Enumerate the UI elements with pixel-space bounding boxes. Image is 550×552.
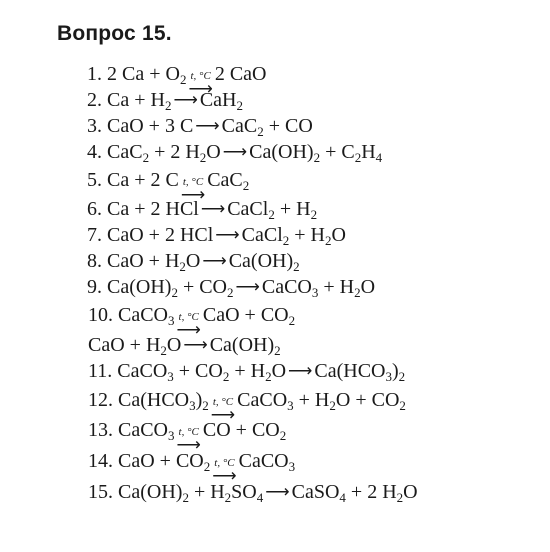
equation-text: CaCO [238,450,289,472]
equation-line [87,140,382,164]
subscript: 2 [199,150,207,165]
subscript: 2 [202,398,209,413]
equation-text: CaCl [227,198,269,220]
equation-text: + CO [263,115,313,137]
equation-text: 3. CaO + 3 C [87,115,194,137]
reaction-arrow-icon: ⟶ [183,335,208,354]
subscript: 2 [293,259,300,274]
subscript: 2 [227,285,234,300]
equation-text: O + CO [335,389,400,411]
subscript: 4 [256,490,264,505]
reaction-arrow-icon: ⟶ [222,142,248,161]
equation-text: 4. CaC [87,141,143,163]
subscript: 3 [168,313,175,328]
reaction-arrow-icon: ⟶ [215,225,240,244]
equation-text: CaSO [291,481,340,503]
subscript: 2 [354,285,361,300]
equation-line [87,88,243,112]
equation-text: 5. Ca + 2 C [87,169,179,191]
equation-text: 11. CaCO [88,360,168,382]
reaction-arrow-icon: ⟶ [188,79,213,98]
subscript: 2 [313,150,321,165]
equation-text: + H [293,389,330,411]
subscript: 2 [182,490,189,505]
equation-line [87,249,300,273]
equation-text: 8. CaO + H [87,250,180,272]
equation-text: O [331,224,346,246]
subscript: 2 [203,459,211,474]
reaction-arrow-icon: ⟶ [200,199,226,218]
equation-line [88,418,286,452]
equation-text: CaO + CO [202,304,289,326]
subscript: 3 [311,285,319,300]
equation-line [87,275,375,299]
temperature-condition-label: t, °C [182,176,204,188]
equation-text: O [403,481,418,503]
subscript: 2 [242,178,250,193]
equation-text: H [361,141,376,163]
equation-text: + CO [177,276,227,298]
equation-text: + CO [173,360,223,382]
subscript: 4 [339,490,346,505]
equation-text: + H [274,198,311,220]
equation-text: 2 CaO [214,63,267,85]
equation-line [88,449,295,483]
subscript: 2 [224,490,232,505]
equation-line [88,480,418,504]
reaction-arrow-icon: ⟶ [176,435,201,454]
reaction-arrow-icon: ⟶ [210,405,236,424]
equation-text: + 2 H [149,141,200,163]
temperature-condition-label: t, °C [214,457,235,469]
equation-text: Ca(HCO [314,360,386,382]
equation-text: 10. CaCO [88,304,168,326]
equation-text: 2. Ca + H [87,89,165,111]
equation-line [88,333,281,357]
subscript: 2 [222,369,230,384]
subscript: 2 [268,207,275,222]
equation-text: CaO + H [88,334,161,356]
subscript: 3 [189,398,196,413]
equation-text: 9. Ca(OH) [87,276,172,298]
reaction-arrow-icon: ⟶ [202,251,227,270]
subscript: 2 [274,343,281,358]
temperature-condition-label: t, °C [178,426,199,438]
subscript: 2 [164,98,172,113]
equation-text: + H [229,360,266,382]
equation-text: O [360,276,376,298]
equation-text: + H [188,481,225,503]
subscript: 2 [179,72,187,87]
subscript: 2 [310,207,318,222]
reaction-arrow-icon: ⟶ [180,185,206,204]
subscript: 2 [282,233,290,248]
question-heading: Вопрос 15. [57,22,172,45]
subscript: 2 [279,428,287,443]
equation-text: O [271,360,287,382]
subscript: 2 [179,259,186,274]
reaction-arrow-icon: ⟶ [235,277,260,296]
equation-line [87,223,346,247]
subscript: 2 [257,124,264,139]
equation-text: ) [392,360,399,382]
reaction-arrow-icon: ⟶ [176,320,201,339]
equation-text: SO [231,481,257,503]
equation-text: O [206,141,221,163]
equation-text: + C [320,141,355,163]
equation-line [88,303,295,337]
equation-text: 13. CaCO [88,419,168,441]
equation-text: 14. CaO + CO [88,450,204,472]
temperature-condition-label: t, °C [178,311,199,323]
subscript: 2 [329,398,336,413]
reaction-arrow-icon: ⟶ [288,361,313,380]
subscript: 2 [171,285,178,300]
subscript: 2 [354,150,362,165]
equation-text: 7. CaO + 2 HCl [87,224,214,246]
equation-text: O [185,250,201,272]
subscript: 2 [396,490,404,505]
equation-text: ) [195,389,203,411]
subscript: 2 [325,233,332,248]
subscript: 3 [288,459,296,474]
equation-text: 12. Ca(HCO [88,389,190,411]
equation-text: + 2 H [345,481,397,503]
reaction-arrow-icon: ⟶ [265,482,290,501]
equation-text: CO + CO [202,419,280,441]
equation-text: Ca(OH) [228,250,294,272]
equation-text: + H [318,276,355,298]
temperature-condition-label: t, °C [190,70,211,82]
subscript: 4 [375,150,383,165]
subscript: 2 [399,398,406,413]
subscript: 2 [142,150,150,165]
subscript: 3 [167,369,174,384]
equation-text: CaCO [261,276,312,298]
equation-text: 15. Ca(OH) [88,481,183,503]
equation-text: CaCO [237,389,288,411]
subscript: 3 [168,428,175,443]
temperature-condition-label: t, °C [212,396,234,408]
subscript: 2 [160,343,167,358]
reaction-arrow-icon: ⟶ [195,116,220,135]
equation-text: Ca(OH) [249,141,314,163]
equation-text: CaC [207,169,243,191]
equation-text: CaCl [241,224,283,246]
reaction-arrow-icon: ⟶ [173,90,198,109]
equation-text: O [166,334,182,356]
equation-line [87,114,313,138]
subscript: 3 [287,398,294,413]
subscript: 2 [398,369,406,384]
subscript: 2 [236,98,243,113]
equation-line [88,388,406,422]
subscript: 2 [265,369,272,384]
reaction-arrow-icon: ⟶ [212,466,237,485]
equation-text: 1. 2 Ca + O [87,63,180,85]
equation-text: Ca(OH) [209,334,275,356]
equation-line [87,197,317,221]
equation-text: + H [289,224,326,246]
equation-text: CaH [199,89,237,111]
subscript: 2 [288,313,296,328]
equation-line [88,359,405,383]
equation-text: CaC [221,115,258,137]
subscript: 3 [385,369,392,384]
equation-text: 6. Ca + 2 HCl [87,198,199,220]
